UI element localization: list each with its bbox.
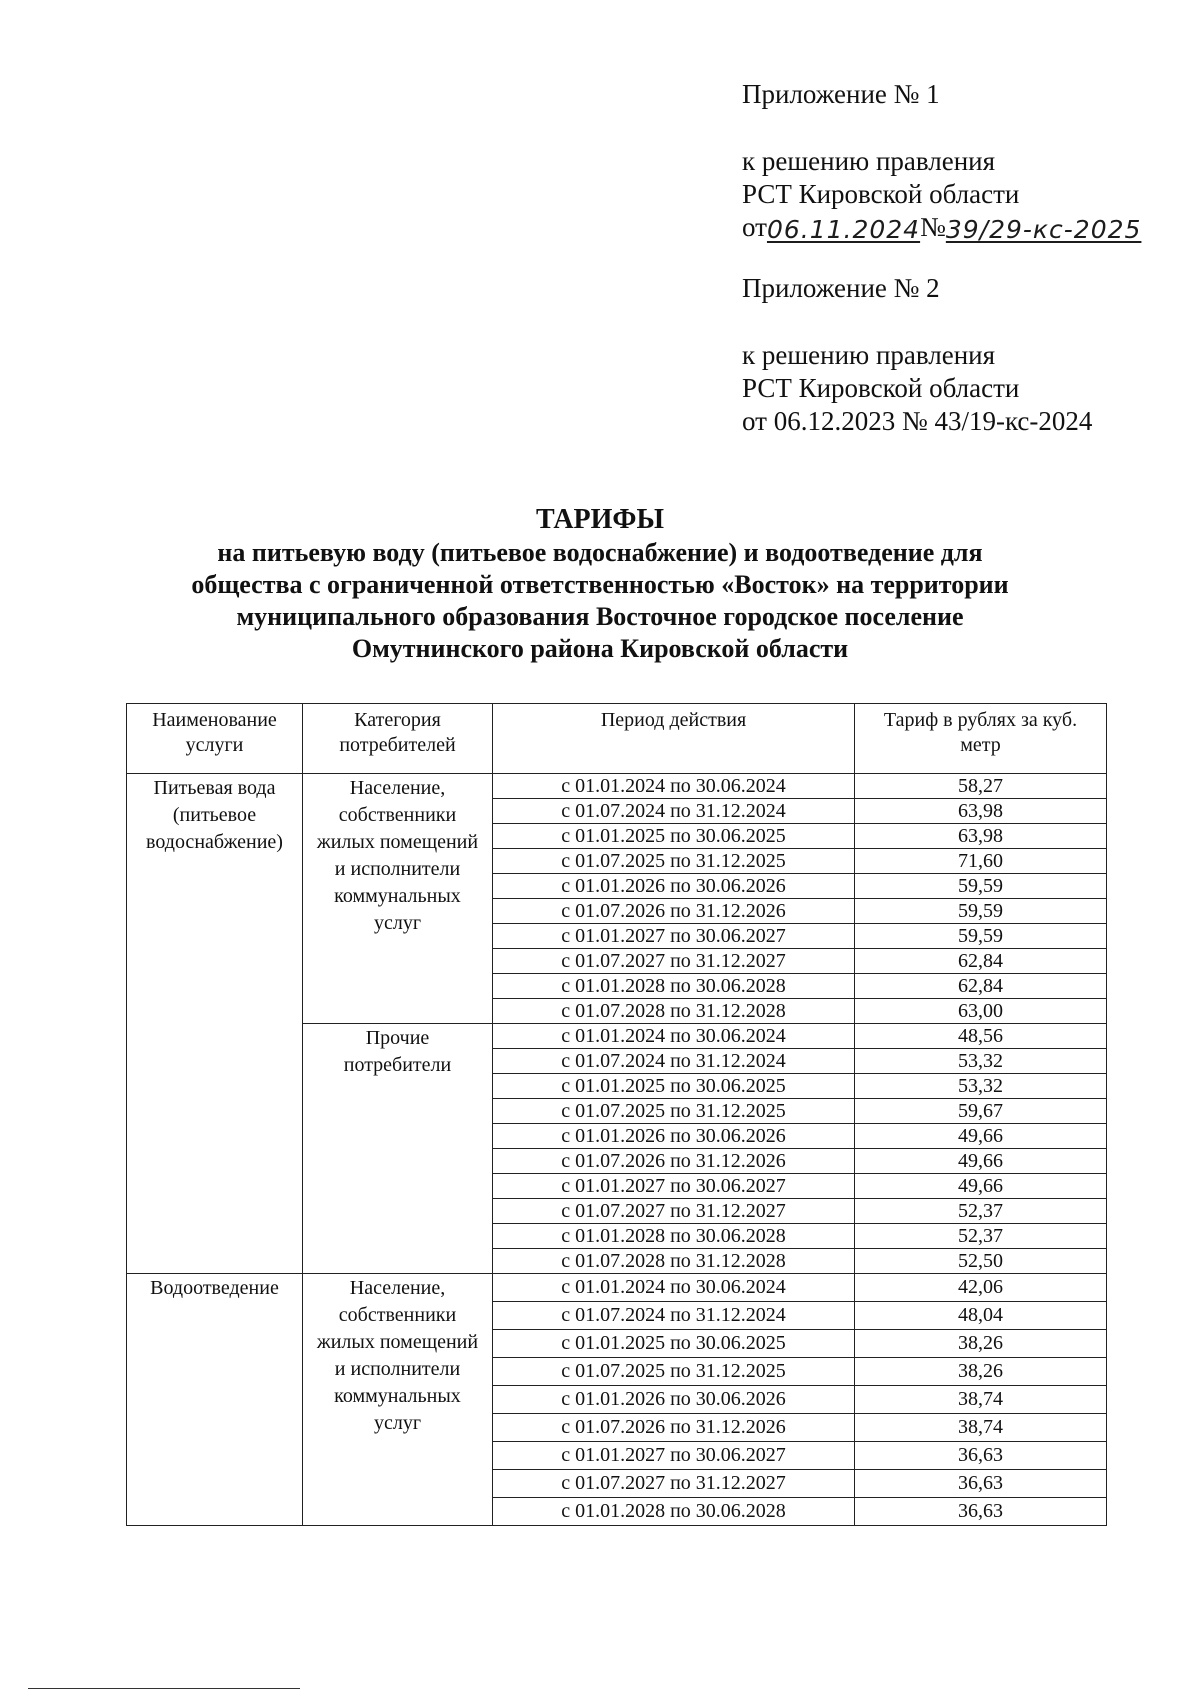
rate-value: 36,63: [958, 1500, 1003, 1522]
handwritten-date: 06.11.2024: [766, 215, 921, 244]
header-category: Категория потребителей: [303, 704, 493, 774]
rate-cell: [855, 1149, 1107, 1174]
period-cell: с 01.01.2027 по 30.06.2027: [493, 924, 855, 949]
period-cell: с 01.07.2025 по 31.12.2025: [493, 849, 855, 874]
rate-value: 58,27: [958, 775, 1003, 797]
rate-cell: [855, 1049, 1107, 1074]
rate-value: 63,98: [958, 825, 1003, 847]
annex-2-title: Приложение № 2: [742, 273, 940, 303]
period-cell: с 01.01.2024 по 30.06.2024: [493, 1274, 855, 1302]
period-cell: с 01.01.2026 по 30.06.2026: [493, 1386, 855, 1414]
rate-value: 38,74: [958, 1416, 1003, 1438]
annex-1-header: [742, 78, 1141, 244]
rate-cell: [855, 1174, 1107, 1199]
rate-value: 36,63: [958, 1444, 1003, 1466]
rate-cell: [855, 974, 1107, 999]
rate-value: 52,50: [958, 1250, 1003, 1272]
handwritten-number: 39/29-кс-2025: [945, 215, 1142, 244]
footer-rule: [28, 1688, 300, 1689]
rate-value: 59,59: [958, 925, 1003, 947]
rate-cell: [855, 1274, 1107, 1302]
table-row: [127, 1274, 1107, 1302]
category-line: коммунальных: [334, 1385, 461, 1407]
rate-cell: [855, 1470, 1107, 1498]
header-rate: Тариф в рублях за куб. метр: [855, 704, 1107, 774]
rate-value: 59,59: [958, 900, 1003, 922]
category-cell: [303, 1274, 493, 1526]
period-cell: с 01.07.2026 по 31.12.2026: [493, 1149, 855, 1174]
rate-value: 38,74: [958, 1388, 1003, 1410]
rate-value: 49,66: [958, 1125, 1003, 1147]
number-prefix: №: [920, 212, 946, 242]
period-cell: с 01.07.2027 по 31.12.2027: [493, 1470, 855, 1498]
annex-1-title: Приложение № 1: [742, 79, 940, 109]
rate-cell: [855, 1414, 1107, 1442]
service-line: Питьевая вода: [153, 777, 276, 799]
period-cell: с 01.01.2026 по 30.06.2026: [493, 1124, 855, 1149]
rate-value: 49,66: [958, 1175, 1003, 1197]
category-line: коммунальных: [334, 885, 461, 907]
rate-value: 49,66: [958, 1150, 1003, 1172]
title-line-3: муниципального образования Восточное городское поселение: [236, 602, 964, 631]
period-cell: с 01.07.2027 по 31.12.2027: [493, 949, 855, 974]
rate-value: 53,32: [958, 1075, 1003, 1097]
period-cell: с 01.01.2028 по 30.06.2028: [493, 974, 855, 999]
rate-value: 38,26: [958, 1332, 1003, 1354]
annex-1-date-number: [742, 211, 1141, 244]
rate-cell: [855, 1124, 1107, 1149]
rate-value: 71,60: [958, 850, 1003, 872]
category-line: потребители: [343, 1054, 452, 1076]
period-cell: с 01.07.2024 по 31.12.2024: [493, 799, 855, 824]
period-cell: с 01.07.2025 по 31.12.2025: [493, 1358, 855, 1386]
annex-2-line2: РСТ Кировской области: [742, 373, 1020, 403]
period-cell: с 01.01.2025 по 30.06.2025: [493, 1330, 855, 1358]
rate-cell: [855, 899, 1107, 924]
service-line: (питьевое: [172, 804, 257, 826]
title-line-2: общества с ограниченной ответственностью «Восток» на территории: [191, 570, 1009, 599]
title-main: ТАРИФЫ: [536, 504, 664, 535]
header-service: Наименование услуги: [127, 704, 303, 774]
service-cell: [127, 1274, 303, 1526]
rate-value: 48,04: [958, 1304, 1003, 1326]
period-cell: с 01.07.2026 по 31.12.2026: [493, 1414, 855, 1442]
rate-value: 59,67: [958, 1100, 1003, 1122]
service-cell: [127, 774, 303, 1274]
period-cell: с 01.01.2024 по 30.06.2024: [493, 1024, 855, 1049]
period-cell: с 01.01.2028 по 30.06.2028: [493, 1498, 855, 1526]
spacer: [742, 305, 1092, 339]
table-row: [127, 774, 1107, 799]
rate-cell: [855, 849, 1107, 874]
rate-cell: [855, 1249, 1107, 1274]
rate-cell: [855, 1386, 1107, 1414]
period-cell: с 01.01.2025 по 30.06.2025: [493, 1074, 855, 1099]
rate-value: 52,37: [958, 1200, 1003, 1222]
rate-value: 63,98: [958, 800, 1003, 822]
rate-value: 59,59: [958, 875, 1003, 897]
period-cell: с 01.01.2027 по 30.06.2027: [493, 1442, 855, 1470]
annex-1-line2: РСТ Кировской области: [742, 179, 1020, 209]
rate-cell: [855, 1024, 1107, 1049]
period-cell: с 01.01.2025 по 30.06.2025: [493, 824, 855, 849]
rate-cell: [855, 1224, 1107, 1249]
annex-2-header: [742, 272, 1092, 438]
rate-value: 52,37: [958, 1225, 1003, 1247]
header-period: Период действия: [493, 704, 855, 774]
annex-2-line3: от 06.12.2023 № 43/19-кс-2024: [742, 406, 1093, 436]
rate-cell: [855, 1358, 1107, 1386]
period-cell: с 01.07.2027 по 31.12.2027: [493, 1199, 855, 1224]
period-cell: с 01.07.2028 по 31.12.2028: [493, 1249, 855, 1274]
rate-cell: [855, 1330, 1107, 1358]
category-line: собственники: [338, 804, 457, 826]
rate-cell: [855, 824, 1107, 849]
category-line: жилых помещений: [316, 1331, 479, 1353]
rate-cell: [855, 1302, 1107, 1330]
period-cell: с 01.01.2024 по 30.06.2024: [493, 774, 855, 799]
period-cell: с 01.01.2027 по 30.06.2027: [493, 1174, 855, 1199]
rate-value: 48,56: [958, 1025, 1003, 1047]
spacer: [742, 111, 1141, 145]
rate-cell: [855, 1498, 1107, 1526]
rate-cell: [855, 1074, 1107, 1099]
title-line-4: Омутнинского района Кировской области: [351, 634, 849, 663]
category-line: Население,: [349, 1277, 446, 1299]
period-cell: с 01.07.2026 по 31.12.2026: [493, 899, 855, 924]
period-cell: с 01.07.2024 по 31.12.2024: [493, 1302, 855, 1330]
category-line: услуг: [373, 912, 422, 934]
category-line: и исполнители: [334, 858, 461, 880]
from-prefix: от: [742, 212, 767, 242]
rate-value: 36,63: [958, 1472, 1003, 1494]
rate-cell: [855, 874, 1107, 899]
category-line: и исполнители: [334, 1358, 461, 1380]
period-cell: с 01.01.2028 по 30.06.2028: [493, 1224, 855, 1249]
rate-cell: [855, 1442, 1107, 1470]
category-line: услуг: [373, 1412, 422, 1434]
rate-cell: [855, 999, 1107, 1024]
rate-cell: [855, 1099, 1107, 1124]
period-cell: с 01.07.2024 по 31.12.2024: [493, 1049, 855, 1074]
rate-value: 63,00: [958, 1000, 1003, 1022]
period-cell: с 01.07.2028 по 31.12.2028: [493, 999, 855, 1024]
table-body: [127, 774, 1107, 1526]
rate-cell: [855, 1199, 1107, 1224]
rate-value: 38,26: [958, 1360, 1003, 1382]
rate-cell: [855, 924, 1107, 949]
category-cell: [303, 1024, 493, 1274]
rate-value: 42,06: [958, 1276, 1003, 1298]
rate-cell: [855, 799, 1107, 824]
rate-cell: [855, 949, 1107, 974]
category-line: жилых помещений: [316, 831, 479, 853]
annex-1-line1: к решению правления: [742, 146, 996, 176]
service-line: Водоотведение: [150, 1277, 279, 1299]
rate-value: 53,32: [958, 1050, 1003, 1072]
period-cell: с 01.01.2026 по 30.06.2026: [493, 874, 855, 899]
annex-2-line1: к решению правления: [742, 340, 996, 370]
category-line: собственники: [338, 1304, 457, 1326]
period-cell: с 01.07.2025 по 31.12.2025: [493, 1099, 855, 1124]
category-line: Население,: [349, 777, 446, 799]
service-line: водоснабжение): [146, 831, 283, 853]
category-line: Прочие: [365, 1027, 430, 1049]
table-header-row: [127, 704, 1107, 774]
document-title: [0, 503, 1200, 665]
rate-value: 62,84: [958, 975, 1003, 997]
rate-cell: [855, 774, 1107, 799]
tariffs-table: [126, 703, 1107, 1526]
rate-value: 62,84: [958, 950, 1003, 972]
title-line-1: на питьевую воду (питьевое водоснабжение) и водоотведение для: [217, 538, 983, 567]
category-cell: [303, 774, 493, 1024]
